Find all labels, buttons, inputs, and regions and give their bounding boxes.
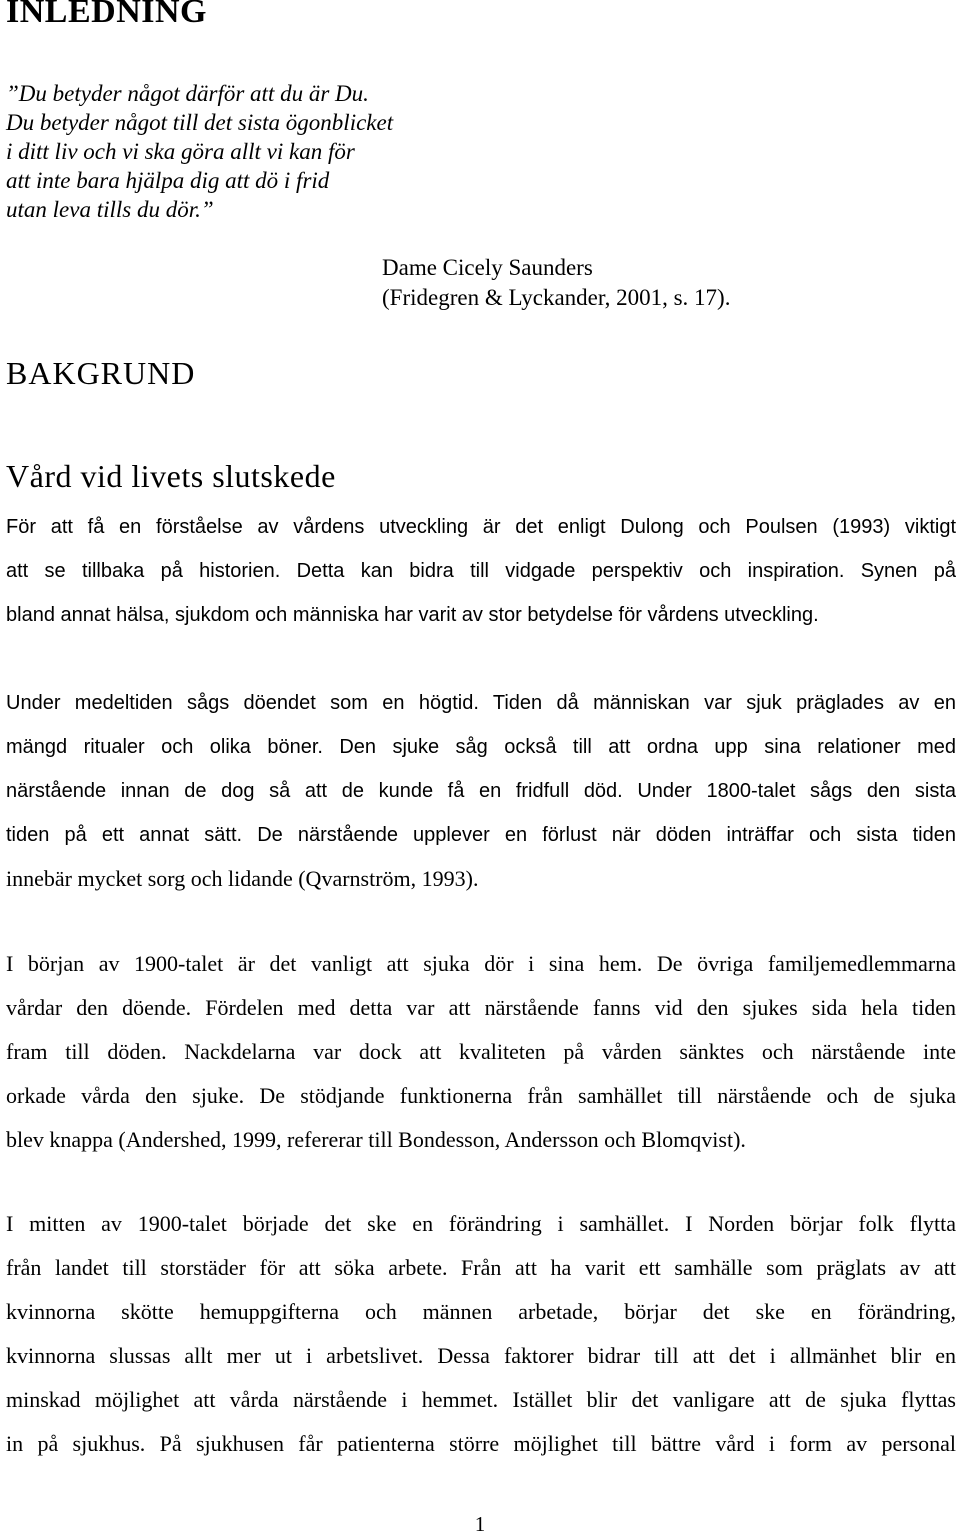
paragraph-line: närstående innan de dog så att de kunde få en fridfull död. Under 1800-talet sågs den sista: [6, 780, 956, 802]
quote-line: utan leva tills du dör.”: [6, 197, 214, 222]
paragraph-line: minskad möjlighet att vårda närstående i hemmet. Istället blir det vanligare att de sjuka flyttas: [6, 1387, 956, 1412]
paragraph-line: innebär mycket sorg och lidande (Qvarnström, 1993).: [6, 866, 479, 891]
paragraph-line: För att få en förståelse av vårdens utveckling är det enligt Dulong och Poulsen (1993) viktigt: [6, 516, 956, 538]
paragraph-line: in på sjukhus. På sjukhusen får patienterna större möjlighet till bättre vård i form av personal: [6, 1431, 956, 1456]
paragraph-line: orkade vårda den sjuke. De stödjande funktionerna från samhället till närstående och de sjuka: [6, 1083, 956, 1108]
paragraph-line: kvinnorna slussas allt mer ut i arbetslivet. Dessa faktorer bidrar till att det i allmänhet blir en: [6, 1343, 956, 1368]
chapter-heading: INLEDNING: [6, 0, 207, 30]
paragraph-line: vårdar den döende. Fördelen med detta var att närstående fanns vid den sjukes sida hela tiden: [6, 995, 956, 1020]
paragraph-line: att se tillbaka på historien. Detta kan bidra till vidgade perspektiv och inspiration. Synen på: [6, 560, 956, 582]
paragraph-line: blev knappa (Andershed, 1999, refererar till Bondesson, Andersson och Blomqvist).: [6, 1127, 746, 1152]
paragraph-line: tiden på ett annat sätt. De närstående upplever en förlust när döden inträffar och sista tiden: [6, 824, 956, 846]
paragraph-line: Under medeltiden sågs döendet som en högtid. Tiden då människan var sjuk präglades av en: [6, 692, 956, 714]
paragraph-2: [6, 681, 956, 901]
paragraph-1: [6, 505, 956, 637]
paragraph-line: mängd ritualer och olika böner. Den sjuke såg också till att ordna upp sina relationer med: [6, 736, 956, 758]
paragraph-3: [6, 942, 956, 1162]
attribution-source: (Fridegren & Lyckander, 2001, s. 17).: [382, 285, 731, 310]
section-title: BAKGRUND: [6, 355, 196, 391]
paragraph-line: kvinnorna skötte hemuppgifterna och männen arbetade, börjar det ske en förändring,: [6, 1299, 956, 1324]
quote-line: i ditt liv och vi ska göra allt vi kan för: [6, 139, 355, 164]
paragraph-4: [6, 1202, 956, 1466]
page-number: 1: [474, 1512, 486, 1536]
paragraph-line: bland annat hälsa, sjukdom och människa har varit av stor betydelse för vårdens utveckling.: [6, 604, 819, 626]
quote-line: Du betyder något till det sista ögonblicket: [6, 110, 394, 135]
attribution-author: Dame Cicely Saunders: [382, 255, 593, 280]
epigraph-quote: [6, 79, 466, 224]
subsection-title: Vård vid livets slutskede: [6, 458, 336, 494]
paragraph-line: fram till döden. Nackdelarna var dock att kvaliteten på vården sänktes och närstående inte: [6, 1039, 956, 1064]
paragraph-line: från landet till storstäder för att söka arbete. Från att ha varit ett samhälle som präglats av att: [6, 1255, 956, 1280]
quote-line: ”Du betyder något därför att du är Du.: [6, 81, 369, 106]
quote-attribution: [382, 253, 730, 313]
quote-line: att inte bara hjälpa dig att dö i frid: [6, 168, 330, 193]
paragraph-line: I början av 1900-talet är det vanligt att sjuka dör i sina hem. De övriga familjemedlemmarna: [6, 951, 956, 976]
paragraph-line: I mitten av 1900-talet började det ske en förändring i samhället. I Norden börjar folk flytta: [6, 1211, 956, 1236]
